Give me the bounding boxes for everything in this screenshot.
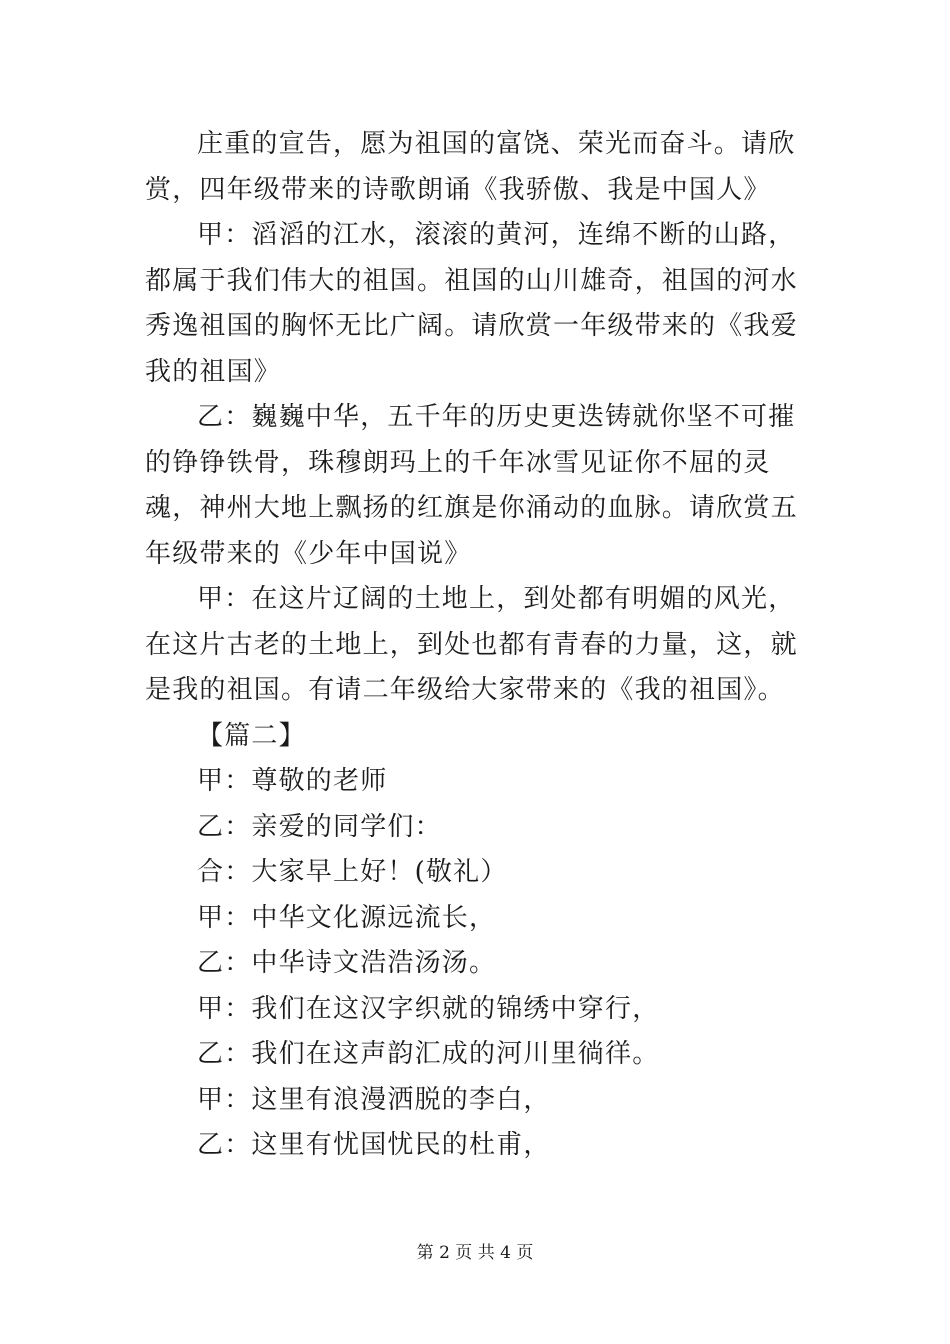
paragraph-1: 庄重的宣告，愿为祖国的富饶、荣光而奋斗。请欣赏，四年级带来的诗歌朗诵《我骄傲、我是中国人》 xyxy=(145,129,796,205)
dialogue-line-8: 甲：这里有浪漫洒脱的李白， xyxy=(197,1084,551,1115)
document-body xyxy=(145,122,815,1169)
paragraph-2: 甲：滔滔的江水，滚滚的黄河，连绵不断的山路，都属于我们伟大的祖国。祖国的山川雄奇，祖国的河水秀逸祖国的胸怀无比广阔。请欣赏一年级带来的《我爱我的祖国》 xyxy=(145,220,798,387)
dialogue-line-2: 乙：亲爱的同学们： xyxy=(197,811,442,842)
dialogue-line-4: 甲：中华文化源远流长， xyxy=(197,902,497,933)
dialogue-line-1: 甲：尊敬的老师 xyxy=(197,766,388,796)
page-number-footer: 第 2 页 共 4 页 xyxy=(416,1243,534,1263)
paragraph-3: 乙：巍巍中华，五千年的历史更迭铸就你坚不可摧的铮铮铁骨，珠穆朗玛上的千年冰雪见证你不屈的灵魂，神州大地上飘扬的红旗是你涌动的血脉。请欣赏五年级带来的《少年中国说》 xyxy=(145,402,798,569)
dialogue-line-7: 乙：我们在这声韵汇成的河川里徜徉。 xyxy=(197,1039,660,1069)
paragraph-4: 甲：在这片辽阔的土地上，到处都有明媚的风光，在这片古老的土地上，到处也都有青春的力量，这，就是我的祖国。有请二年级给大家带来的《我的祖国》。 xyxy=(145,584,798,705)
dialogue-line-5: 乙：中华诗文浩浩汤汤。 xyxy=(197,948,497,978)
dialogue-line-6: 甲：我们在这汉字织就的锦绣中穿行， xyxy=(197,993,660,1024)
section-heading: 【篇二】 xyxy=(197,720,306,751)
dialogue-line-9: 乙：这里有忧国忧民的杜甫， xyxy=(197,1130,551,1160)
dialogue-line-3: 合：大家早上好！(敬礼） xyxy=(197,857,508,887)
